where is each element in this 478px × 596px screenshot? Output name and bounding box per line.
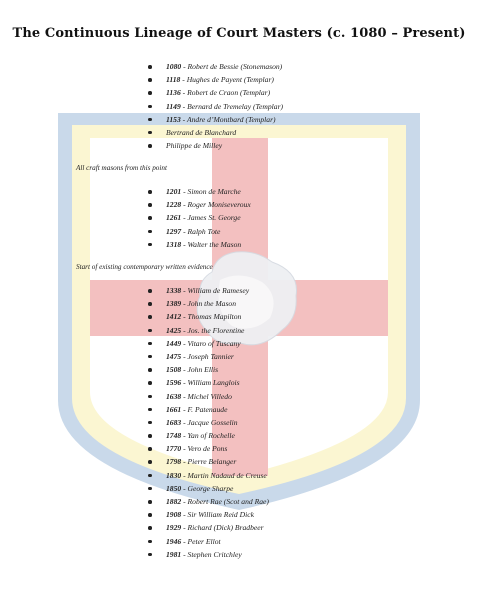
list-item: 1798 - Pierre Belanger xyxy=(148,455,269,468)
item-name: Walter the Mason xyxy=(187,239,242,249)
item-name: John Ellis xyxy=(187,365,219,375)
item-year: 1118 xyxy=(166,75,181,85)
item-name: Simon de Marche xyxy=(187,187,241,196)
list-item: 1508 - John Ellis xyxy=(148,363,269,376)
bullet-icon xyxy=(148,289,152,293)
item-name: Robert Rae (Scot and Rae) xyxy=(187,497,269,506)
item-year: 1261 xyxy=(166,213,182,223)
item-year: 1318 xyxy=(166,239,182,249)
item-year: 1683 xyxy=(166,417,182,427)
bullet-icon xyxy=(148,78,152,82)
list-item: 1449 - Vitaro of Tuscany xyxy=(148,337,269,350)
bullet-icon xyxy=(148,131,152,135)
item-name: Jos. the Florentine xyxy=(187,325,245,335)
list-item: 1946 - Peter Ellot xyxy=(148,535,269,548)
item-year: 1297 xyxy=(166,226,182,236)
list-item: 1830 - Martin Nadaud de Creuse xyxy=(148,469,269,482)
item-year: 1770 xyxy=(166,444,182,454)
item-name: Peter Ellot xyxy=(187,536,221,546)
list-item: 1770 - Vero de Pons xyxy=(148,442,269,455)
item-name: Robert de Craon (Templar) xyxy=(187,88,271,98)
list-item: 1748 - Yan of Rochelle xyxy=(148,429,269,442)
item-year: 1080 xyxy=(166,62,182,71)
list-item: 1338 - William de Ramesey xyxy=(148,284,269,297)
item-year: 1638 xyxy=(166,391,182,401)
list-item: 1850 - George Sharpe xyxy=(148,482,269,495)
item-year: 1412 xyxy=(166,312,182,322)
item-year: 1830 xyxy=(166,470,182,480)
item-name: William de Ramesey xyxy=(187,286,250,295)
bullet-icon xyxy=(148,302,152,306)
bullet-icon xyxy=(148,342,152,346)
list-item: 1596 - William Langlois xyxy=(148,376,269,389)
bullet-icon xyxy=(148,118,152,122)
item-name: Philippe de Milley xyxy=(166,141,223,151)
item-name: Ralph Tote xyxy=(187,226,221,236)
bullet-icon xyxy=(148,513,152,517)
item-year: 1338 xyxy=(166,286,182,295)
bullet-icon xyxy=(148,190,152,194)
item-year: 1748 xyxy=(166,431,182,441)
list-item: 1683 - Jacque Gosselin xyxy=(148,416,269,429)
list-item: 1153 - Andre d’Montbard (Templar) xyxy=(148,113,283,126)
item-year: 1508 xyxy=(166,365,182,375)
item-year: 1798 xyxy=(166,457,182,467)
list-item: 1882 - Robert Rae (Scot and Rae) xyxy=(148,495,269,508)
bullet-icon xyxy=(148,368,152,372)
item-name: F. Patenaude xyxy=(187,404,228,414)
bullet-icon xyxy=(148,381,152,385)
item-name: Yan of Rochelle xyxy=(187,431,235,441)
note-written-evidence: Start of existing contemporary written evidence xyxy=(76,263,213,271)
item-year: 1389 xyxy=(166,299,182,309)
item-name: Thomas Mapilton xyxy=(187,312,242,322)
bullet-icon xyxy=(148,91,152,95)
item-year: 1449 xyxy=(166,338,182,348)
bullet-icon xyxy=(148,540,152,544)
item-name: Stephen Critchley xyxy=(187,549,242,559)
item-name: Richard (Dick) Bradbeer xyxy=(187,523,264,533)
item-name: Vitaro of Tuscany xyxy=(187,338,241,348)
bullet-icon xyxy=(148,315,152,319)
item-year: 1882 xyxy=(166,497,182,506)
bullet-icon xyxy=(148,144,152,148)
bullet-icon xyxy=(148,434,152,438)
bullet-icon xyxy=(148,500,152,504)
bullet-icon xyxy=(148,243,152,247)
bullet-icon xyxy=(148,216,152,220)
item-name: Martin Nadaud de Creuse xyxy=(187,470,267,480)
note-craft-masons: All craft masons from this point xyxy=(76,164,167,172)
item-name: Hughes de Payent (Templar) xyxy=(186,75,274,85)
bullet-icon xyxy=(148,474,152,478)
list-item: 1136 - Robert de Craon (Templar) xyxy=(148,86,283,99)
list-item: 1908 - Sir William Reid Dick xyxy=(148,508,269,521)
item-year: 1929 xyxy=(166,523,182,533)
item-name: Andre d’Montbard (Templar) xyxy=(186,114,276,124)
list-item: 1080 - Robert de Bessie (Stonemason) xyxy=(148,60,283,73)
item-year: 1596 xyxy=(166,378,182,388)
item-name: William Langlois xyxy=(187,378,240,388)
list-item: 1389 - John the Mason xyxy=(148,297,269,310)
lineage-list-documented xyxy=(148,284,269,561)
item-year: 1850 xyxy=(166,483,182,493)
lineage-list-craft-masons xyxy=(148,185,251,251)
item-year: 1201 xyxy=(166,187,182,196)
bullet-icon xyxy=(148,230,152,234)
item-name: George Sharpe xyxy=(187,483,234,493)
list-item: 1118 - Hughes de Payent (Templar) xyxy=(148,73,283,86)
item-name: James St. George xyxy=(187,213,241,223)
item-name: Michel Villedo xyxy=(187,391,232,401)
bullet-icon xyxy=(148,526,152,530)
page-title: The Continuous Lineage of Court Masters (c. 1080 – Present) xyxy=(12,26,466,41)
bullet-icon xyxy=(148,329,152,333)
item-year: 1908 xyxy=(166,510,182,520)
bullet-icon xyxy=(148,487,152,491)
item-year: 1149 xyxy=(166,101,181,111)
list-item xyxy=(148,126,283,139)
list-item: 1261 - James St. George xyxy=(148,211,251,224)
bullet-icon xyxy=(148,395,152,399)
item-year: 1946 xyxy=(166,536,182,546)
item-name: Vero de Pons xyxy=(187,444,228,454)
list-item: 1425 - Jos. the Florentine xyxy=(148,324,269,337)
item-name: Sir William Reid Dick xyxy=(187,510,254,520)
item-name: Roger Moniseveroux xyxy=(187,200,251,210)
bullet-icon xyxy=(148,553,152,557)
item-name: Robert de Bessie (Stonemason) xyxy=(187,62,283,71)
list-item: 1149 - Bernard de Tremelay (Templar) xyxy=(148,100,283,113)
bullet-icon xyxy=(148,105,152,109)
list-item xyxy=(148,139,283,152)
bullet-icon xyxy=(148,447,152,451)
item-name: Jacque Gosselin xyxy=(187,417,238,427)
bullet-icon xyxy=(148,421,152,425)
item-name: Joseph Tannier xyxy=(187,351,234,361)
lineage-list-early xyxy=(148,60,283,152)
item-year: 1136 xyxy=(166,88,181,98)
list-item: 1297 - Ralph Tote xyxy=(148,225,251,238)
item-year: 1425 xyxy=(166,325,182,335)
list-item: 1661 - F. Patenaude xyxy=(148,403,269,416)
list-item: 1318 - Walter the Mason xyxy=(148,238,251,251)
bullet-icon xyxy=(148,65,152,69)
item-year: 1153 xyxy=(166,114,181,124)
list-item: 1475 - Joseph Tannier xyxy=(148,350,269,363)
item-year: 1228 xyxy=(166,200,182,210)
item-name: Bernard de Tremelay (Templar) xyxy=(187,101,284,111)
list-item: 1981 - Stephen Critchley xyxy=(148,548,269,561)
bullet-icon xyxy=(148,460,152,464)
list-item: 1638 - Michel Villedo xyxy=(148,390,269,403)
bullet-icon xyxy=(148,203,152,207)
list-item: 1412 - Thomas Mapilton xyxy=(148,310,269,323)
item-name: Bertrand de Blanchard xyxy=(166,127,237,137)
list-item: 1201 - Simon de Marche xyxy=(148,185,251,198)
item-year: 1661 xyxy=(166,404,182,414)
item-year: 1475 xyxy=(166,351,182,361)
item-name: John the Mason xyxy=(187,299,237,309)
item-name: Pierre Belanger xyxy=(187,457,237,467)
list-item: 1929 - Richard (Dick) Bradbeer xyxy=(148,521,269,534)
item-year: 1981 xyxy=(166,549,182,559)
bullet-icon xyxy=(148,408,152,412)
list-item: 1228 - Roger Moniseveroux xyxy=(148,198,251,211)
bullet-icon xyxy=(148,355,152,359)
